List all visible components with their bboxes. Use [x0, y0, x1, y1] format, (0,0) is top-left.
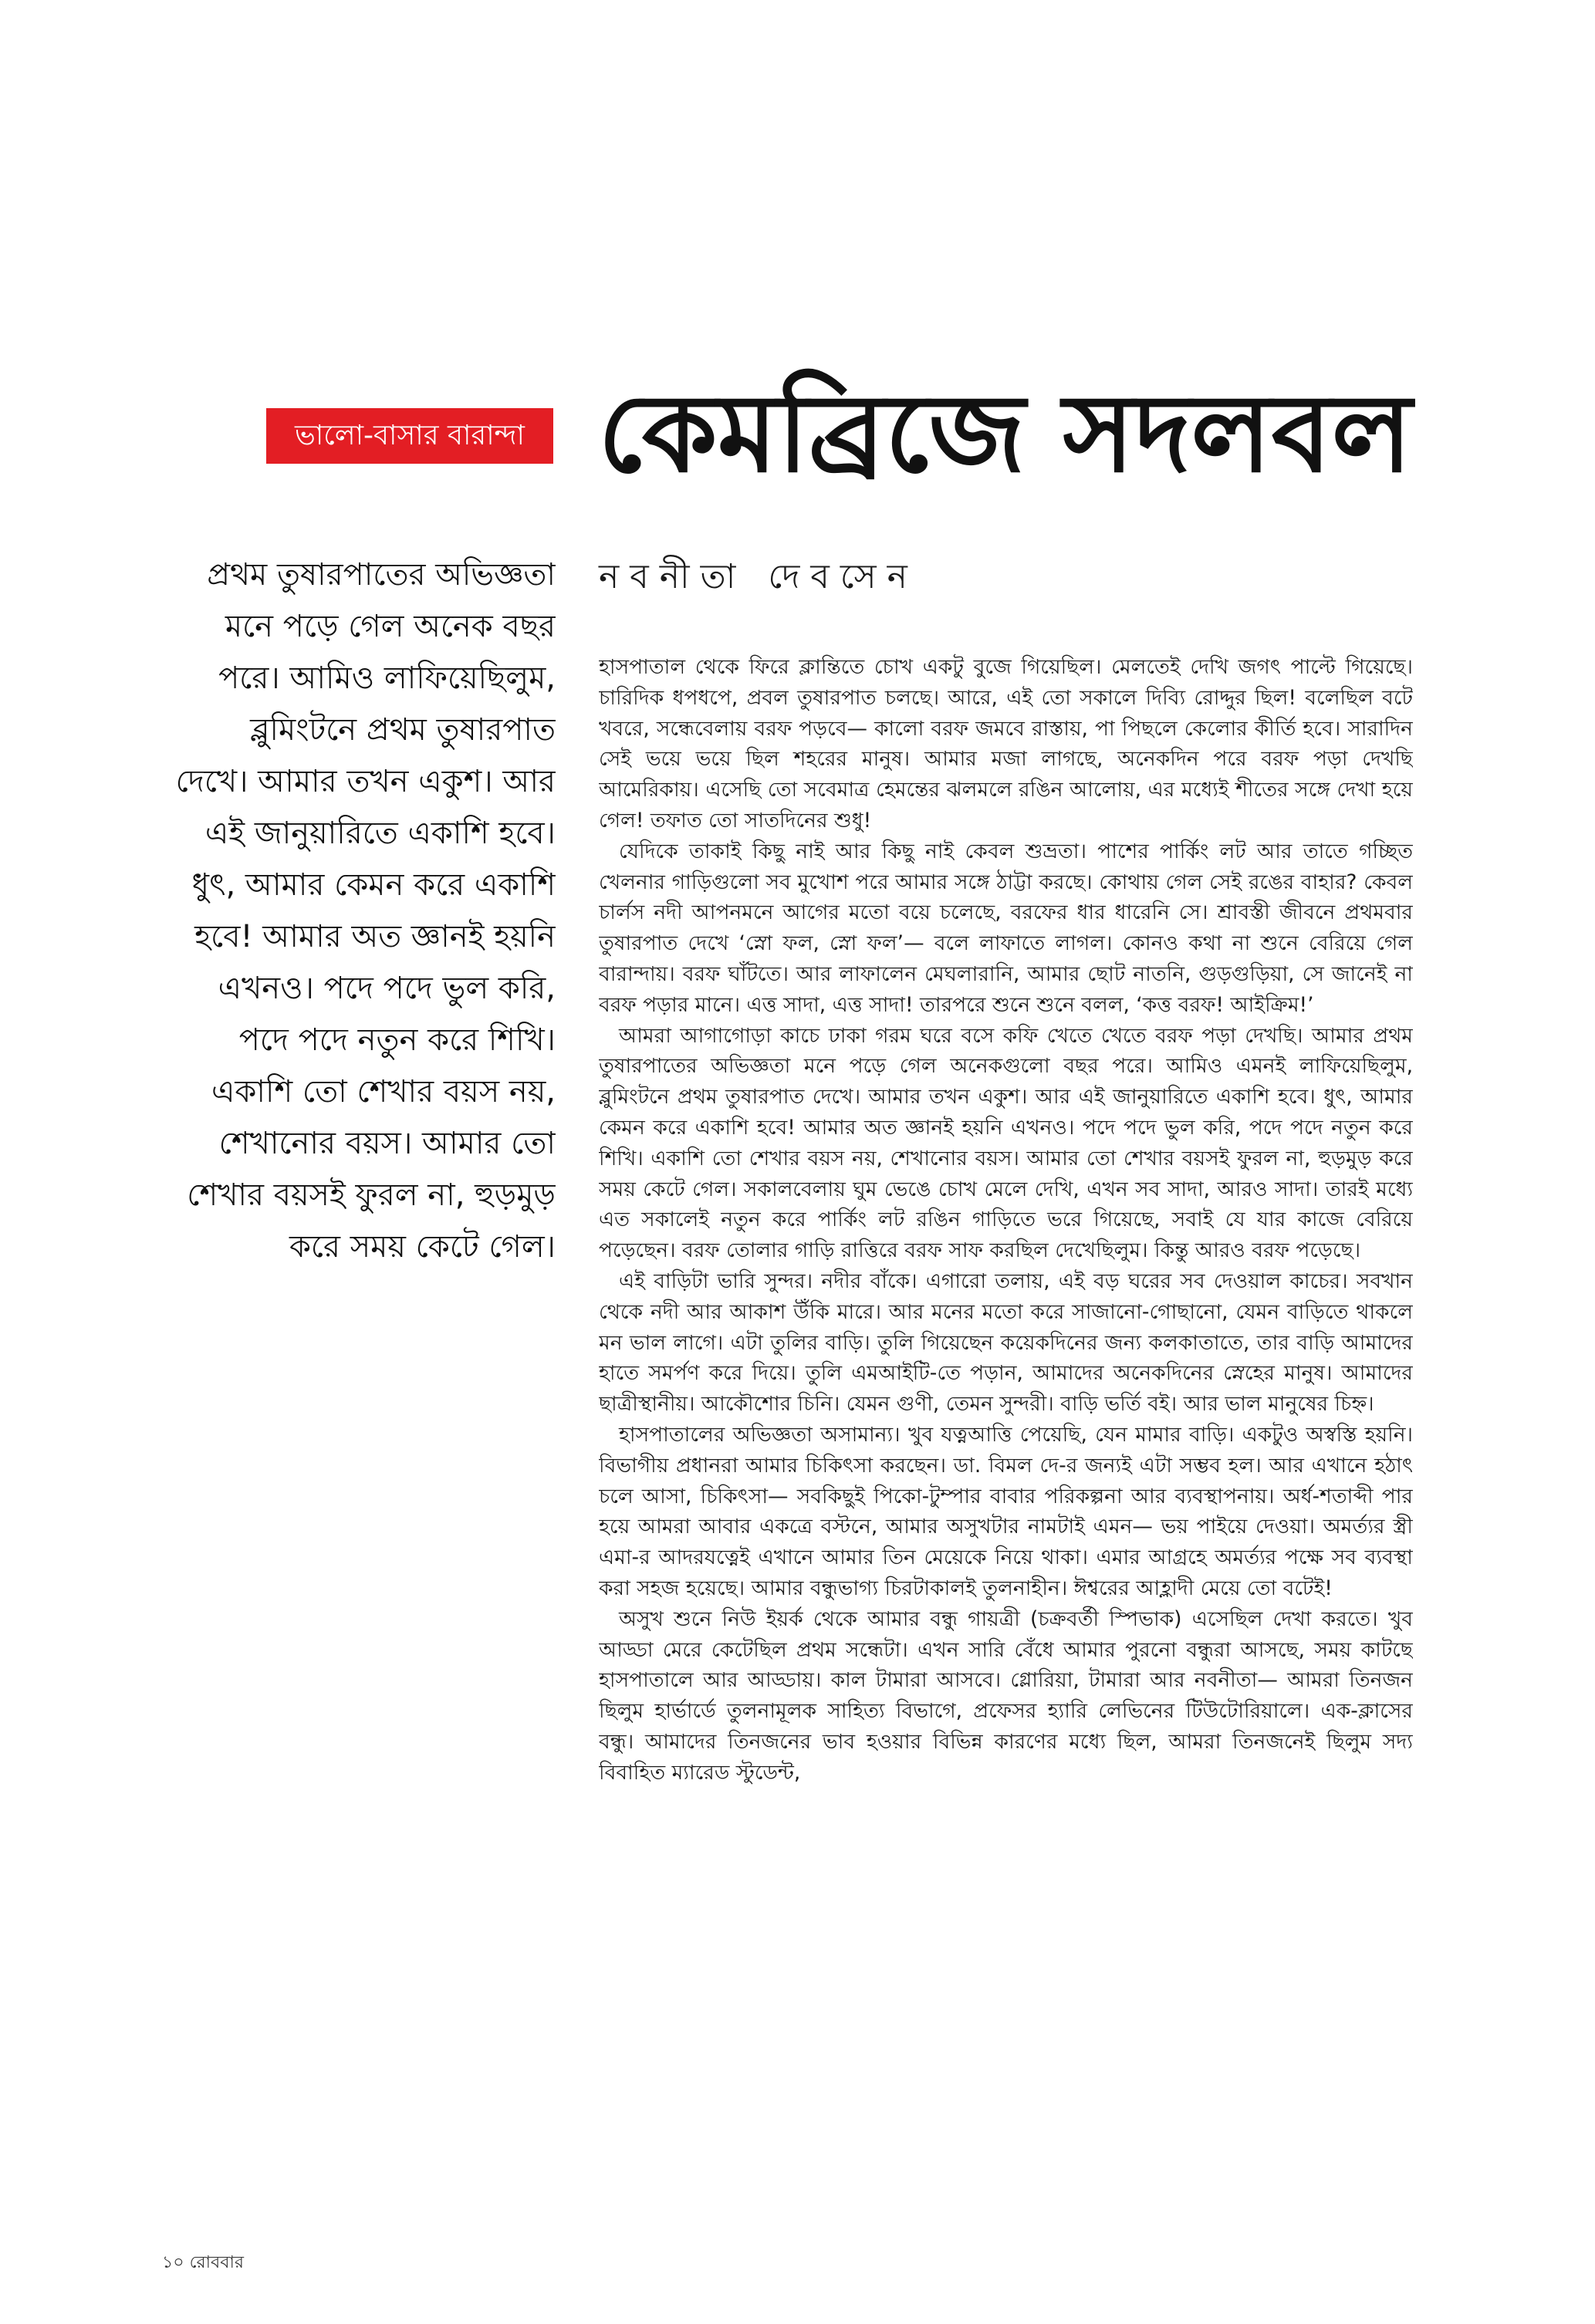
- article-body: [599, 652, 1413, 2195]
- pull-quote: প্রথম তুষারপাতের অভিজ্ঞতা মনে পড়ে গেল অনেক বছর পরে। আমিও লাফিয়েছিলুম, ব্লুমিংটনে প্রথম তুষারপাত দেখে। আমার তখন একুশ। আর এই জানুয়ারিতে একাশি হবে। ধুৎ, আমার কেমন করে একাশি হবে! আমার অত জ্ঞানই হয়নি এখনও। পদে পদে ভুল করি, পদে পদে নতুন করে শিখি। একাশি তো শেখার বয়স নয়, শেখানোর বয়স। আমার তো শেখার বয়সই ফুরল না, হুড়মুড় করে সময় কেটে গেল।: [175, 557, 556, 1265]
- body-paragraph: হাসপাতালের অভিজ্ঞতা অসামান্য। খুব যত্নআত্তি পেয়েছি, যেন মামার বাড়ি। একটুও অস্বস্তি হয়নি। বিভাগীয় প্রধানরা আমার চিকিৎসা করছেন। ডা. বিমল দে-র জন্যই এটা সম্ভব হল। আর এখানে হঠাৎ চলে আসা, চিকিৎসা— সবকিছুই পিকো-টুম্পার বাবার পরিকল্পনা আর ব্যবস্থাপনায়। অর্ধ-শতাব্দী পার হয়ে আমরা আবার একত্রে বস্টনে, আমার অসুখটার নামটাই এমন— ভয় পাইয়ে দেওয়া। অমর্ত্যর স্ত্রী এমা-র আদরযত্নেই এখানে আমার তিন মেয়েকে নিয়ে থাকা। এমার আগ্রহে অমর্ত্যর পক্ষে সব ব্যবস্থা করা সহজ হয়েছে। আমার বন্ধুভাগ্য চিরটাকালই তুলনাহীন। ঈশ্বরের আহ্লাদী মেয়ে তো বটেই!: [599, 1422, 1413, 1600]
- page-folio: ১০ রোববার: [162, 2253, 244, 2272]
- body-paragraph: আমরা আগাগোড়া কাচে ঢাকা গরম ঘরে বসে কফি খেতে খেতে বরফ পড়া দেখছি। আমার প্রথম তুষারপাতের অভিজ্ঞতা মনে পড়ে গেল অনেকগুলো বছর পরে। আমিও এমনই লাফিয়েছিলুম, ব্লুমিংটনে প্রথম তুষারপাত দেখে। আমার তখন একুশ। আর এই জানুয়ারিতে একাশি হবে। ধুৎ, আমার কেমন করে একাশি হবে! আমার অত জ্ঞানই হয়নি এখনও। পদে পদে ভুল করি, পদে পদে নতুন করে শিখি। একাশি তো শেখার বয়স নয়, শেখানোর বয়স। আমার তো শেখার বয়সই ফুরল না, হুড়মুড় করে সময় কেটে গেল। সকালবেলায় ঘুম ভেঙে চোখ মেলে দেখি, এখন সব সাদা, আরও সাদা। তারই মধ্যে এত সকালেই নতুন করে পার্কিং লট রঙিন গাড়িতে ভরে গিয়েছে, সবাই যে যার কাজে বেরিয়ে পড়েছেন। বরফ তোলার গাড়ি রাত্তিরে বরফ সাফ করছিল দেখেছিলুম। কিন্তু আরও বরফ পড়েছে।: [599, 1023, 1413, 1263]
- body-paragraph: অসুখ শুনে নিউ ইয়র্ক থেকে আমার বন্ধু গায়ত্রী (চক্রবর্তী স্পিভাক) এসেছিল দেখা করতে। খুব আড্ডা মেরে কেটেছিল প্রথম সন্ধেটা। এখন সারি বেঁধে আমার পুরনো বন্ধুরা আসছে, সময় কাটছে হাসপাতালে আর আড্ডায়। কাল টামারা আসবে। গ্লোরিয়া, টামারা আর নবনীতা— আমরা তিনজন ছিলুম হার্ভার্ডে তুলনামূলক সাহিত্য বিভাগে, প্রফেসর হ্যারি লেভিনের টিউটোরিয়ালে। এক-ক্লাসের বন্ধু। আমাদের তিনজনের ভাব হওয়ার বিভিন্ন কারণের মধ্যে ছিল, আমরা তিনজনেই ছিলুম সদ্য বিবাহিত ম্যারেড স্টুডেন্ট,: [599, 1606, 1413, 1785]
- body-paragraph: হাসপাতাল থেকে ফিরে ক্লান্তিতে চোখ একটু বুজে গিয়েছিল। মেলতেই দেখি জগৎ পাল্টে গিয়েছে। চারিদিক ধপধপে, প্রবল তুষারপাত চলছে। আরে, এই তো সকালে দিব্যি রোদ্দুর ছিল! বলেছিল বটে খবরে, সন্ধেবেলায় বরফ পড়বে— কালো বরফ জমবে রাস্তায়, পা পিছলে কেলোর কীর্তি হবে। সারাদিন সেই ভয়ে ভয়ে ছিল শহরের মানুষ। আমার মজা লাগছে, অনেকদিন পরে বরফ পড়া দেখছি আমেরিকায়। এসেছি তো সবেমাত্র হেমন্তের ঝলমলে রঙিন আলোয়, এর মধ্যেই শীতের সঙ্গে দেখা হয়ে গেল! তফাত তো সাতদিনের শুধু!: [599, 655, 1413, 833]
- body-paragraph: এই বাড়িটা ভারি সুন্দর। নদীর বাঁকে। এগারো তলায়, এই বড় ঘরের সব দেওয়াল কাচের। সবখান থেকে নদী আর আকাশ উঁকি মারে। আর মনের মতো করে সাজানো-গোছানো, যেমন বাড়িতে থাকলে মন ভাল লাগে। এটা তুলির বাড়ি। তুলি গিয়েছেন কয়েকদিনের জন্য কলকাতাতে, তার বাড়ি আমাদের হাতে সমর্পণ করে দিয়ে। তুলি এমআইটি-তে পড়ান, আমাদের অনেকদিনের স্নেহের মানুষ। আমাদের ছাত্রীস্থানীয়। আকৌশোর চিনি। যেমন গুণী, তেমন সুন্দরী। বাড়ি ভর্তি বই। আর ভাল মানুষের চিহ্ন।: [599, 1268, 1413, 1417]
- author-byline: নবনীতা দেবসেন: [599, 557, 918, 596]
- article-title: কেমব্রিজে সদলবল: [598, 371, 1412, 497]
- section-label: ভালো-বাসার বারান্দা: [266, 408, 553, 464]
- body-paragraph: যেদিকে তাকাই কিছু নাই আর কিছু নাই কেবল শুভ্রতা। পাশের পার্কিং লট আর তাতে গচ্ছিত খেলনার গাড়িগুলো সব মুখোশ পরে আমার সঙ্গে ঠাট্টা করছে। কোথায় গেল সেই রঙের বাহার? কেবল চার্লস নদী আপনমনে আগের মতো বয়ে চলেছে, বরফের ধার ধারেনি সে। শ্রাবস্তী জীবনে প্রথমবার তুষারপাত দেখে ‘স্নো ফল, স্নো ফল’— বলে লাফাতে লাগল। কোনও কথা না শুনে বেরিয়ে গেল বারান্দায়। বরফ ঘাঁটতে। আর লাফালেন মেঘলারানি, আমার ছোট নাতনি, গুড়গুড়িয়া, সে জানেই না বরফ পড়ার মানে। এত্ত সাদা, এত্ত সাদা! তারপরে শুনে শুনে বলল, ‘কত্ত বরফ! আইক্রিম!’: [599, 839, 1413, 1017]
